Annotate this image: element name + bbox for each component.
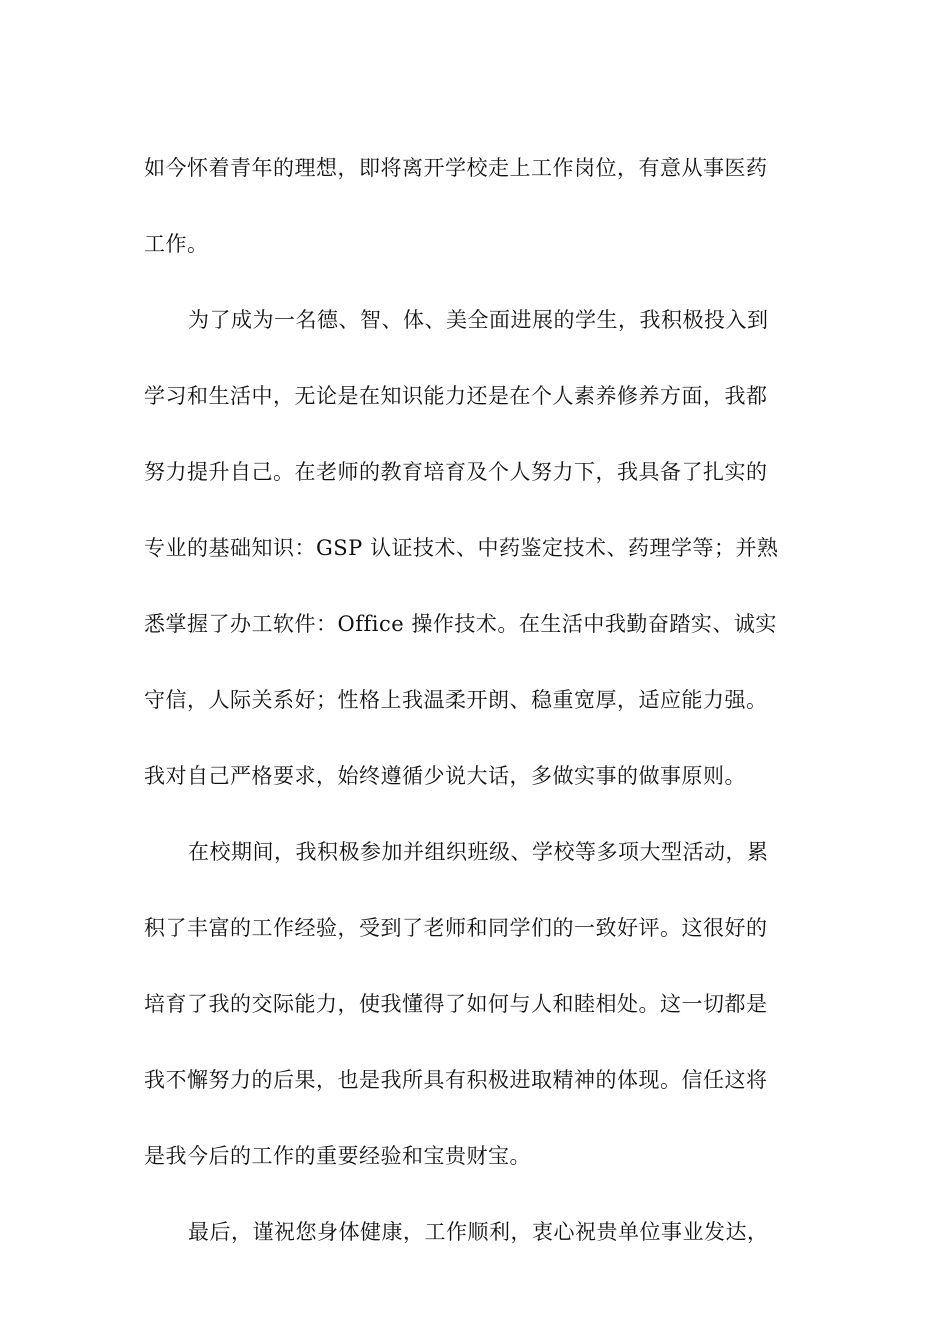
text-line: 积了丰富的工作经验，受到了老师和同学们的一致好评。这很好的 — [144, 916, 768, 940]
body-text — [144, 130, 809, 1270]
text-line: 守信，人际关系好；性格上我温柔开朗、稳重宽厚，适应能力强。 — [144, 688, 768, 712]
text-line: 如今怀着青年的理想，即将离开学校走上工作岗位，有意从事医药 — [144, 156, 768, 180]
text-line: 专业的基础知识：GSP 认证技术、中药鉴定技术、药理学等；并熟 — [144, 536, 779, 560]
text-line: 是我今后的工作的重要经验和宝贵财宝。 — [144, 1144, 531, 1168]
paragraph-start-line: 最后，谨祝您身体健康，工作顺利，衷心祝贵单位事业发达， — [188, 1220, 769, 1244]
paragraph-start-line: 为了成为一名德、智、体、美全面进展的学生，我积极投入到 — [188, 308, 769, 332]
text-line: 努力提升自己。在老师的教育培育及个人努力下，我具备了扎实的 — [144, 460, 768, 484]
text-line: 学习和生活中，无论是在知识能力还是在个人素养修养方面，我都 — [144, 384, 768, 408]
text-line: 悉掌握了办工软件：Office 操作技术。在生活中我勤奋踏实、诚实 — [144, 612, 777, 636]
text-line: 我对自己严格要求，始终遵循少说大话，多做实事的做事原则。 — [144, 764, 746, 788]
text-line: 工作。 — [144, 232, 209, 256]
paragraph-start-line: 在校期间，我积极参加并组织班级、学校等多项大型活动，累 — [188, 840, 769, 864]
text-line: 培育了我的交际能力，使我懂得了如何与人和睦相处。这一切都是 — [144, 992, 768, 1016]
text-line: 我不懈努力的后果，也是我所具有积极进取精神的体现。信任这将 — [144, 1068, 768, 1092]
